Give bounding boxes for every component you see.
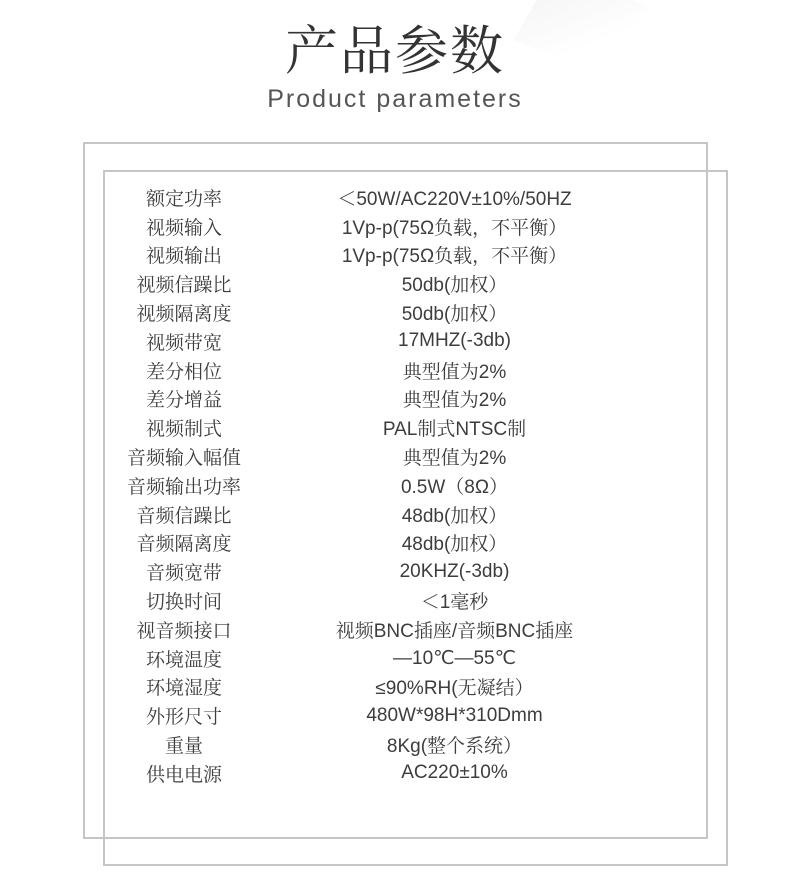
- spec-value: 1Vp-p(75Ω负载，不平衡）: [341, 217, 568, 239]
- spec-row: [103, 615, 644, 644]
- spec-value: 典型值为2%: [402, 390, 507, 412]
- spec-label: 额定功率: [145, 188, 222, 210]
- spec-label: 视频输出: [145, 246, 222, 268]
- page-title: 产品参数: [285, 22, 505, 81]
- spec-row: [103, 730, 644, 759]
- spec-label: 供电电源: [145, 764, 222, 786]
- spec-row: [103, 673, 644, 702]
- spec-label: 音频输出功率: [126, 476, 241, 498]
- spec-row: [103, 586, 644, 615]
- spec-label: 音频输入幅值: [126, 448, 241, 470]
- spec-value: ＜50W/AC220V±10%/50HZ: [337, 188, 572, 210]
- spec-value: —10℃—55℃: [393, 647, 516, 669]
- spec-label: 音频隔离度: [136, 534, 232, 556]
- page-subtitle: Product parameters: [267, 85, 523, 113]
- spec-value: 0.5W（8Ω）: [400, 476, 509, 498]
- spec-value: 20KHZ(-3db): [399, 560, 510, 582]
- spec-value: 48db(加权）: [401, 534, 508, 556]
- spec-row: [103, 413, 644, 442]
- spec-value: 480W*98H*310Dmm: [366, 704, 543, 726]
- spec-row: [103, 298, 644, 327]
- spec-label: 差分增益: [145, 390, 222, 412]
- spec-row: [103, 500, 644, 529]
- spec-row: [103, 241, 644, 270]
- spec-value: 50db(加权）: [401, 275, 508, 297]
- spec-value: 50db(加权）: [401, 304, 508, 326]
- spec-value: AC220±10%: [401, 762, 508, 784]
- spec-label: 音频信躁比: [136, 505, 232, 527]
- spec-row: [103, 269, 644, 298]
- spec-label: 视频制式: [145, 419, 222, 441]
- spec-row: [103, 356, 644, 385]
- spec-label: 外形尺寸: [145, 707, 222, 729]
- spec-label: 视频输入: [145, 217, 222, 239]
- spec-row: [103, 759, 644, 788]
- spec-row: [103, 701, 644, 730]
- spec-value: ≤90%RH(无凝结）: [375, 678, 534, 700]
- spec-label: 切换时间: [145, 592, 222, 614]
- spec-row: [103, 183, 644, 212]
- spec-label: 环境温度: [145, 649, 222, 671]
- spec-value: 典型值为2%: [402, 361, 507, 383]
- spec-row: [103, 212, 644, 241]
- spec-value: ＜1毫秒: [420, 592, 489, 614]
- spec-row: [103, 327, 644, 356]
- spec-row: [103, 529, 644, 558]
- spec-row: [103, 644, 644, 673]
- spec-label: 视频带宽: [145, 332, 222, 354]
- spec-value: 17MHZ(-3db): [398, 330, 511, 352]
- spec-label: 视频信躁比: [136, 275, 232, 297]
- page-header: [0, 24, 790, 112]
- spec-label: 视频隔离度: [136, 304, 232, 326]
- spec-value: 1Vp-p(75Ω负载，不平衡）: [341, 246, 568, 268]
- spec-row: [103, 471, 644, 500]
- spec-label: 音频宽带: [145, 563, 222, 585]
- spec-value: PAL制式NTSC制: [382, 419, 527, 441]
- spec-table: [103, 183, 644, 788]
- spec-value: 8Kg(整个系统）: [386, 736, 523, 758]
- spec-value: 48db(加权）: [401, 505, 508, 527]
- spec-row: [103, 385, 644, 414]
- spec-label: 环境湿度: [145, 678, 222, 700]
- spec-value: 视频BNC插座/音频BNC插座: [335, 620, 574, 642]
- spec-row: [103, 442, 644, 471]
- spec-row: [103, 557, 644, 586]
- spec-value: 典型值为2%: [402, 448, 507, 470]
- spec-label: 重量: [164, 736, 203, 758]
- spec-label: 差分相位: [145, 361, 222, 383]
- spec-label: 视音频接口: [136, 620, 232, 642]
